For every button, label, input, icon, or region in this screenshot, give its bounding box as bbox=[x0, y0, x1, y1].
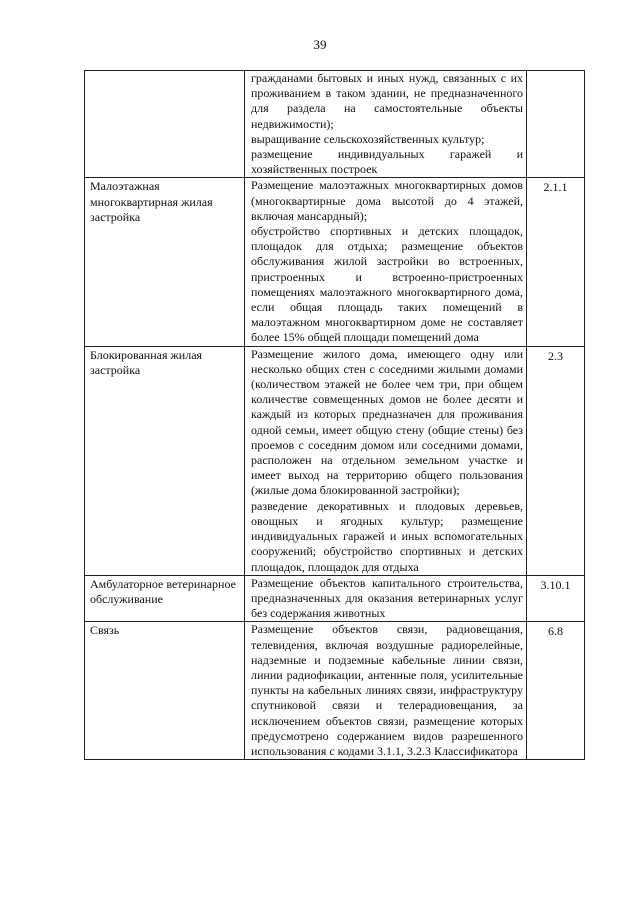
description-paragraph: Размещение объектов связи, радиовещания, телевидения, включая воздушные радиорелейные, надземные и подземные кабельные линии связи, линии радиофикации, антенные поля, усилительные пункты на кабельных линиях связи, инфраструктуру спутниковой связи и телерадиовещания, за исключением объектов связи, размещение которых предусмотрено содержанием видов разрешенного использования с кодами 3.1.1, 3.2.3 Классификатора bbox=[251, 622, 523, 758]
use-code-cell: 3.10.1 bbox=[527, 575, 585, 622]
use-code-cell: 2.1.1 bbox=[527, 178, 585, 346]
table-row bbox=[85, 346, 585, 575]
use-description-cell bbox=[245, 622, 527, 760]
table-row bbox=[85, 622, 585, 760]
land-use-table bbox=[84, 70, 585, 760]
description-paragraph: разведение декоративных и плодовых деревьев, овощных и ягодных культур; размещение индивидуальных гаражей и иных вспомогательных сооружений; обустройство спортивных и детских площадок, площадок для отдыха bbox=[251, 498, 523, 574]
use-description-cell bbox=[245, 346, 527, 575]
use-description-cell bbox=[245, 71, 527, 178]
use-code-cell: 2.3 bbox=[527, 346, 585, 575]
description-paragraph: Размещение объектов капитального строительства, предназначенных для оказания ветеринарных услуг без содержания животных bbox=[251, 575, 523, 621]
description-paragraph: обустройство спортивных и детских площадок, площадок для отдыха; размещение объектов обслуживания жилой застройки во встроенных, пристроенных и встроенно-пристроенных помещениях малоэтажного многоквартирного дома, если общая площадь таких помещений в малоэтажном многоквартирном доме не составляет более 15% общей площади помещений дома bbox=[251, 224, 523, 345]
use-description-cell bbox=[245, 575, 527, 622]
use-description-cell bbox=[245, 178, 527, 346]
use-name-cell: Малоэтажная многоквартирная жилая застройка bbox=[85, 178, 245, 346]
description-paragraph: гражданами бытовых и иных нужд, связанных с их проживанием в таком здании, не предназначенного для раздела на самостоятельные объекты недвижимости); bbox=[251, 71, 523, 131]
use-name-cell: Амбулаторное ветеринарное обслуживание bbox=[85, 575, 245, 622]
table-row bbox=[85, 178, 585, 346]
use-name-cell: Блокированная жилая застройка bbox=[85, 346, 245, 575]
page-number: 39 bbox=[313, 37, 327, 52]
use-code-cell: 6.8 bbox=[527, 622, 585, 760]
use-name-cell bbox=[85, 71, 245, 178]
description-paragraph: выращивание сельскохозяйственных культур; bbox=[251, 131, 485, 146]
table-row bbox=[85, 575, 585, 622]
use-code-cell bbox=[527, 71, 585, 178]
description-paragraph: размещение индивидуальных гаражей и хозяйственных построек bbox=[251, 147, 523, 177]
use-name-cell: Связь bbox=[85, 622, 245, 760]
description-paragraph: Размещение малоэтажных многоквартирных домов (многоквартирные дома высотой до 4 этажей, включая мансардный); bbox=[251, 178, 523, 223]
description-paragraph: Размещение жилого дома, имеющего одну или несколько общих стен с соседними жилыми домами (количеством этажей не более чем три, при общем количестве совмещенных домов не более десяти и каждый из которых предназначен для проживания одной семьи, имеет общую стену (общие стены) без проемов с соседним домом или соседними домами, расположен на отдельном земельном участке и имеет выход на территорию общего пользования (жилые дома блокированной застройки); bbox=[251, 346, 523, 498]
table-row bbox=[85, 71, 585, 178]
